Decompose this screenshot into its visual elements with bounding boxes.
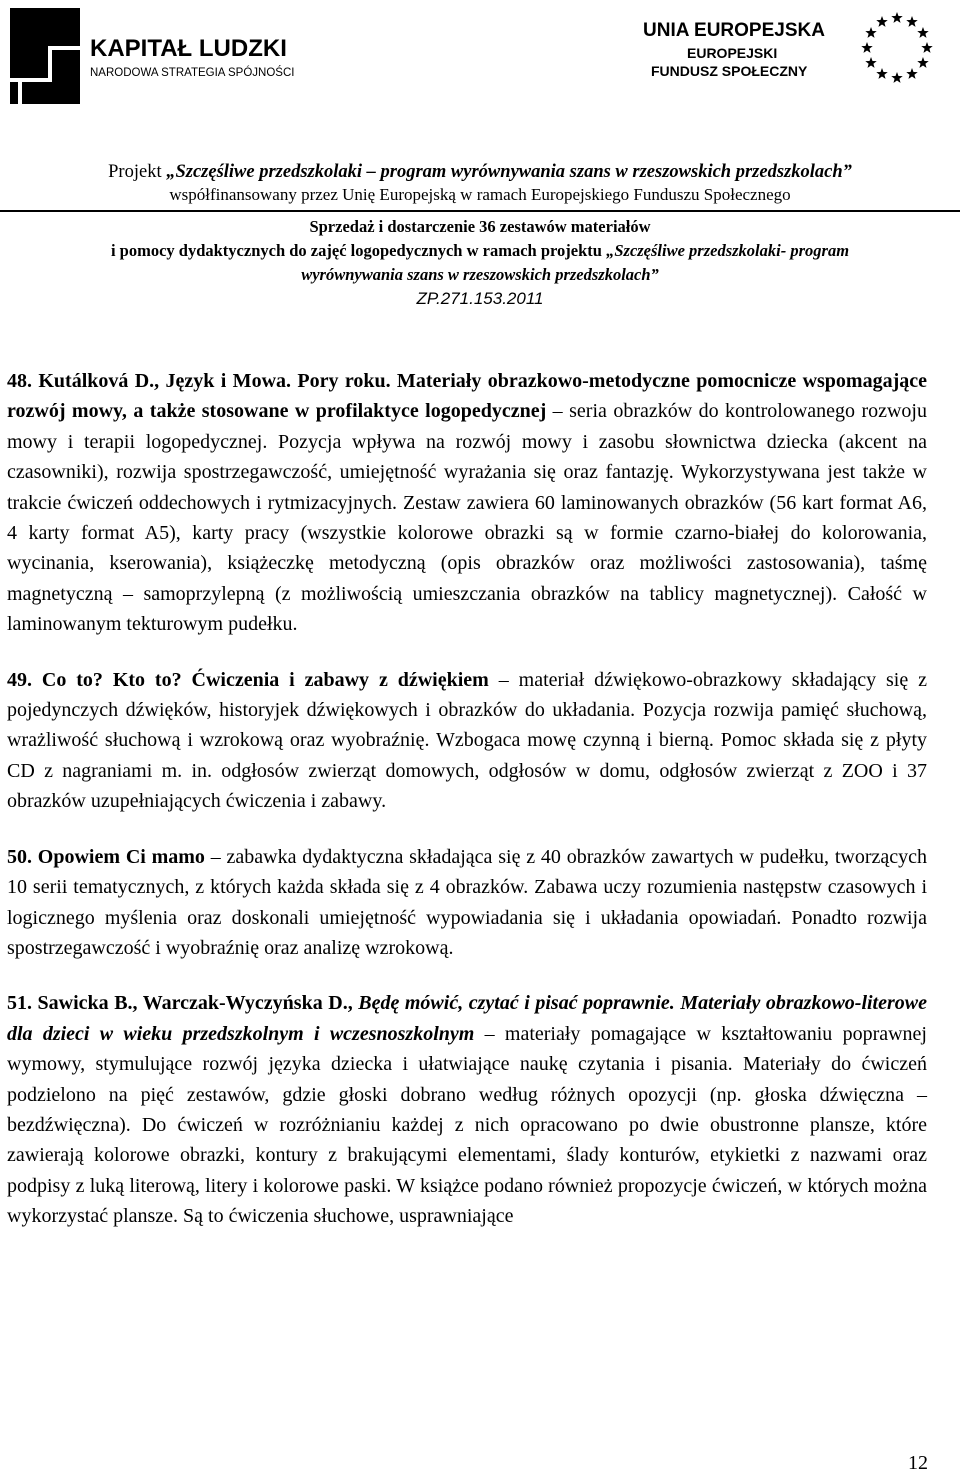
eu-star-icon [865,27,876,38]
subject-line-2-title: „Szczęśliwe przedszkolaki- program [606,241,850,260]
subject-line-1: Sprzedaż i dostarczenie 36 zestawów materiałów [309,217,651,236]
eu-star-icon [921,42,932,53]
reference-number: ZP.271.153.2011 [416,289,544,308]
item-51-authors: 51. Sawicka B., Warczak-Wyczyńska D., [7,992,353,1015]
subject-line-2-prefix: i pomocy dydaktycznych do zajęć logopedycznych w ramach projektu [110,241,607,260]
document-body [7,366,927,1257]
eu-stars-icon [861,12,932,83]
item-50 [7,842,927,964]
eu-star-icon [876,16,887,27]
document-header [0,160,960,311]
subject-line-2 [0,239,960,263]
logo-left-subtitle: NARODOWA STRATEGIA SPÓJNOŚCI [90,67,295,79]
item-51 [7,988,927,1231]
item-50-title: 50. Opowiem Ci mamo [7,845,205,868]
subject-line-3: wyrównywania szans w rzeszowskich przedszkolach” [301,265,659,284]
logo-right-line3: FUNDUSZ SPOŁECZNY [651,63,808,79]
eu-star-icon [917,27,928,38]
item-48 [7,366,927,640]
item-49-title: 49. Co to? Kto to? Ćwiczenia i zabawy z dźwiękiem [7,668,489,691]
eu-star-icon [891,12,902,23]
item-48-title: 48. Kutálková D., Język i Mowa. Pory roku. Materiały obrazkowo-metodyczne pomocnicze wspomagające rozwój mowy, a także stosowane w profilaktyce logopedycznej [7,370,927,423]
project-title: „Szczęśliwe przedszkolaki – program wyrównywania szans w rzeszowskich przedszkolach” [166,162,852,182]
eu-star-icon [861,42,872,53]
item-49 [7,665,927,817]
eu-star-icon [891,72,902,83]
page-number: 12 [908,1452,928,1474]
item-50-description: – zabawka dydaktyczna składająca się z 40 obrazków zawartych w pudełku, tworzących 10 serii tematycznych, z których każda składa się z 4 obrazków. Zabawa uczy rozumienia następstw czasowych i logicznego myślenia oraz doskonali umiejętność wypowiadania się i układania opowiadań. Ponadto rozwija spostrzegawczość i wyobraźnię oraz analizę wzrokową. [7,845,927,959]
item-48-description: – seria obrazków do kontrolowanego rozwoju mowy i terapii logopedycznej. Pozycja wpływa na rozwój mowy i zasobu słownictwa dziecka (akcent na czasowniki), rozwija spostrzegawczość, umiejętność wyrażania się oraz fantazję. Wykorzystywana jest także w trakcie ćwiczeń oddechowych i rytmizacyjnych. Zestaw zawiera 60 laminowanych obrazków (56 kart format A6, 4 karty format A5), karty pracy (wszystkie kolorowe obrazki są w formie czarno-białej do kolorowania, wycinania, kserowania), książeczkę metodyczną (opis obrazków oraz możliwości zastosowania), taśmę magnetyczną – samoprzylepną (z możliwością umieszczania obrazków na tablicy magnetycznej). Całość w laminowanym tekturowym pudełku. [7,400,927,636]
eu-efs-logo [575,6,945,116]
project-title-line [0,160,960,184]
item-51-title: Będę mówić, czytać i pisać poprawnie. Materiały obrazkowo-literowe dla dzieci w wieku przedszkolnym i wczesnoszkolnym [7,992,927,1045]
eu-star-icon [876,68,887,79]
item-51-description: – materiały pomagające w kształtowaniu poprawnej wymowy, stymulujące rozwój języka dziecka i ułatwiające naukę czytania i pisania. Materiały do ćwiczeń podzielono na pięć zestawów, gdzie głoski dobrano według różnych opozycji (np. głoska dźwięczna – bezdźwięczna). Do ćwiczeń w rozróżnianiu każdej z nich opracowano po dwie obustronne plansze, które zawierają kolorowe obrazki, kontury z brakującymi elementami, ślady konturów, etykietki z nazwami oraz podpisy z luką literową, litery i kolorowe paski. W książce podano również propozycje ćwiczeń, w których można wykorzystać plansze. Są to ćwiczenia słuchowe, usprawniające [7,1022,927,1228]
eu-star-icon [906,16,917,27]
item-49-description: – materiał dźwiękowo-obrazkowy składający się z pojedynczych dźwięków, historyjek dźwiękowych i obrazków do układania. Pozycja rozwija pamięć słuchową, wrażliwość słuchową i wzrokową oraz wyobraźnię. Wzbogaca mowę czynną i bierną. Pomoc składa się z płyty CD z nagraniami m. in. odgłosów zwierząt domowych, odgłosów w domu, odgłosów zwierząt z ZOO i 37 obrazków uzupełniających ćwiczenia i zabawy. [7,668,927,813]
logo-left-title: KAPITAŁ LUDZKI [90,35,287,62]
logo-right-title: UNIA EUROPEJSKA [643,20,825,41]
eu-star-icon [917,57,928,68]
project-prefix: Projekt [108,162,167,182]
kapital-ludzki-logo [8,6,338,116]
logo-right-line2: EUROPEJSKI [687,45,778,61]
eu-star-icon [865,57,876,68]
cofinancing-line: współfinansowany przez Unię Europejską w ramach Europejskiego Funduszu Społecznego [169,185,791,204]
kapital-ludzki-emblem-icon [10,8,80,104]
header-divider [0,210,960,212]
eu-star-icon [906,68,917,79]
